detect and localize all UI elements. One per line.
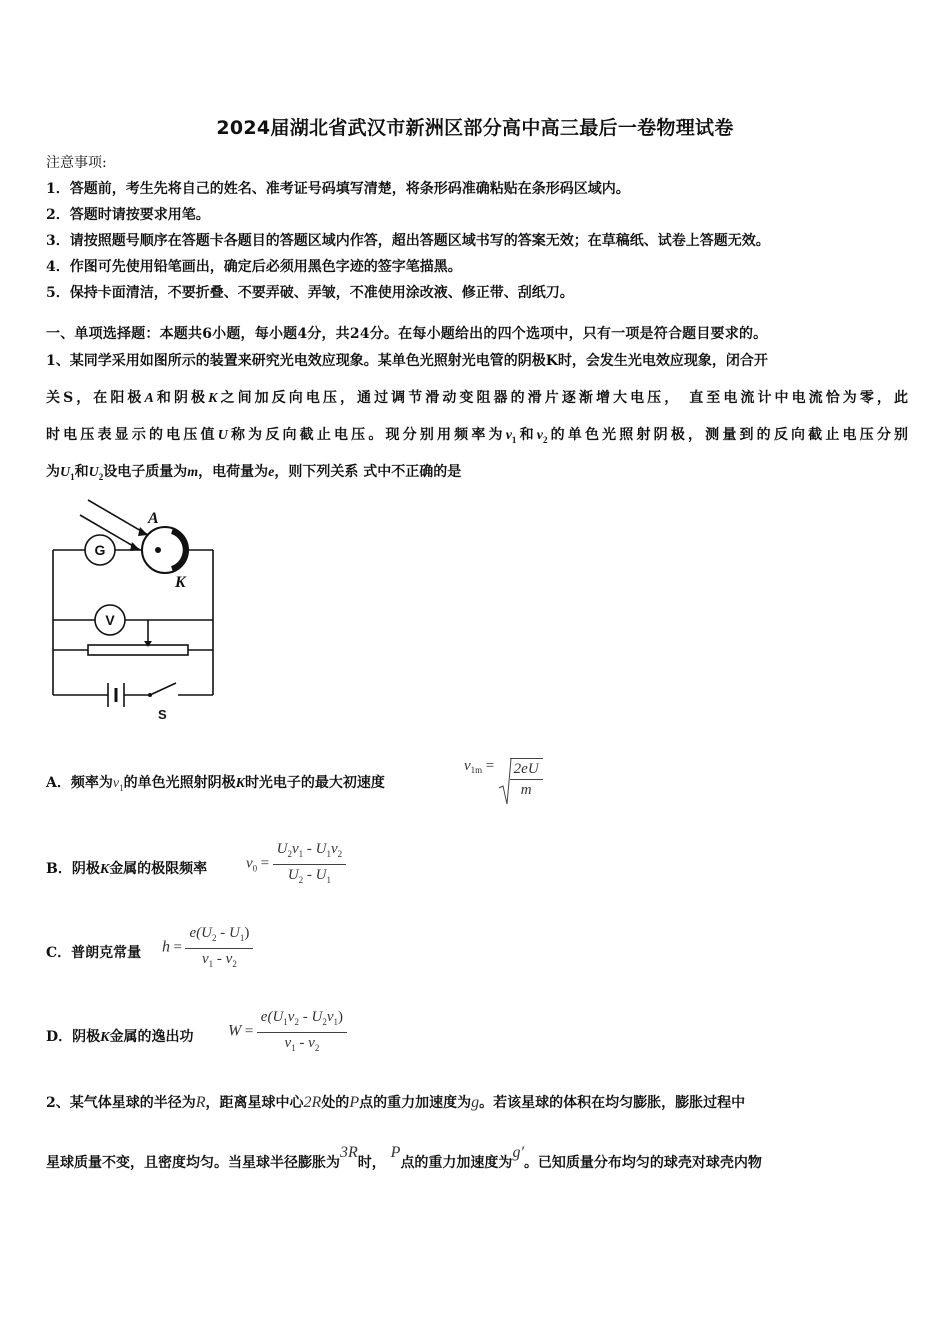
q1-line-3 [46,420,908,457]
rheostat [88,645,188,655]
notes-heading: 注意事项: [46,155,107,171]
q1-text: ，则下列关系 式中不正确的是 [274,464,462,480]
q2-text: 处的 [321,1095,350,1111]
q2-text: 点的重力加速度为 [400,1155,513,1171]
formula-equals: = [173,939,182,956]
denominator [257,1033,347,1058]
arrow-icon [138,527,148,536]
fraction [257,1007,347,1058]
option-text: D．阴极 [46,1029,101,1045]
formula-var: v [464,758,471,774]
q1-var: v [536,428,543,443]
term: e(U [189,925,212,941]
option-text: A．频率为 [46,775,113,791]
q1-text: 称为反向截止电压。现分别用频率为 [227,427,506,443]
sub: 2 [314,1043,320,1053]
option-text: 金属的逸出功 [109,1029,194,1045]
q1-sub: 1 [511,434,517,445]
numerator [257,1007,347,1033]
galvanometer-label: G [94,542,106,558]
q1-text: 时电压表显示的电压值 [46,427,218,443]
term: U [311,1009,323,1025]
q1-var: U [88,465,99,480]
q1-text: ，电荷量为 [198,464,269,480]
denominator [273,865,347,890]
q2-text: 。已知质量分布均匀的球壳对球壳内物 [523,1155,762,1171]
q2-text: 时， [357,1155,386,1171]
sub: 1 [283,1017,288,1027]
q2-var: g′ [512,1144,524,1161]
sub: 2 [287,849,292,859]
option-var: K [100,1030,110,1045]
term: U [315,841,327,857]
sub: 2 [298,875,304,885]
anode-icon [155,547,161,553]
q1-text: 关S，在阳极 [46,390,145,406]
light-ray [88,500,148,535]
term: U [276,841,288,857]
notes-item: 5．保持卡面清洁，不要折叠、不要弄破、弄皱，不准使用涂改液、修正带、刮纸刀。 [46,285,574,301]
numerator [185,923,253,949]
q2-var: g [471,1094,480,1111]
formula-sub: 0 [252,863,258,874]
option-c [46,925,250,969]
fraction [510,758,543,800]
notes-item: 1．答题前，考生先将自己的姓名、准考证号码填写清楚，将条形码准确粘贴在条形码区域内。 [46,181,630,197]
option-text: C．普朗克常量 [46,945,142,961]
formula-equals: = [260,855,270,872]
sub: 1 [298,849,304,859]
q2-var: R [195,1094,206,1111]
formula-equals: = [244,1023,254,1040]
sub: 2 [211,933,217,943]
minus: - [295,1035,309,1051]
numerator [273,839,347,865]
q1-sub: 2 [98,471,104,482]
formula-a [464,758,543,806]
sub: 2 [294,1017,299,1027]
fraction [185,923,253,974]
question-2-line-2 [46,1144,908,1172]
numerator: 2eU [510,759,543,780]
sub: 1 [208,959,214,969]
option-text: B．阴极 [46,861,100,877]
circuit-diagram [40,495,230,725]
q1-text: 的单色光照射阴极，测量到的反向截止电压分别 [547,427,909,443]
question-2-line-1 [46,1092,908,1112]
sub: 1 [326,875,331,885]
sub: 2 [232,959,237,969]
sub: 1 [239,933,245,943]
term: U [228,925,240,941]
term: U [287,867,299,883]
q1-var: m [187,465,199,480]
option-d [46,1009,343,1053]
minus: - [216,925,229,941]
section-heading: 一、单项选择题：本题共6小题，每小题4分，共24分。在每小题给出的四个选项中，只有一项是符合题目要求的。 [46,326,768,342]
q2-var: P [349,1094,360,1111]
notes-item: 3．请按照题号顺序在答题卡各题目的答题区域内作答，超出答题区域书写的答案无效；在草稿纸、试卷上答题无效。 [46,233,770,249]
notes-item: 4．作图可先使用铅笔画出，确定后必须用黑色字迹的签字笔描黑。 [46,259,462,275]
minus: - [213,951,226,967]
option-sub: 1 [119,782,124,793]
q1-text: 和 [516,427,537,443]
q1-var: v [505,428,512,443]
option-text: 金属的极限频率 [109,861,208,877]
term: v [331,841,338,857]
q1-line-2 [46,383,908,420]
sub: 2 [337,849,343,859]
q1-sub: 1 [70,471,75,482]
q1-var: e [268,465,275,480]
notes-item: 2．答题时请按要求用笔。 [46,207,210,223]
term: U [315,867,327,883]
term: v [201,951,209,967]
option-text: 时光电子的最大初速度 [244,775,385,791]
minus: - [303,867,316,883]
q1-text: 和阴极 [153,390,209,406]
q1-text: 为 [46,464,60,480]
notes-section [46,150,916,306]
term: v [308,1035,315,1051]
q1-text: 和 [74,464,89,480]
page-title: 2024届湖北省武汉市新洲区部分高中高三最后一卷物理试卷 [216,117,734,139]
q2-text: ，距离星球中心 [205,1095,304,1111]
formula-var: v [246,855,253,872]
q1-sub: 2 [542,434,548,445]
q1-text: 之间加反向电压，通过调节滑动变阻器的滑片逐渐增大电压， 直至电流计中电流恰为零，此 [217,390,908,406]
sub: 1 [291,1043,296,1053]
q1-text: 1、某同学采用如图所示的装置来研究光电效应现象。某单色光照射光电管的阴极K时，会发生光电效应现象，闭合开 [46,353,768,369]
minus: - [298,1009,312,1025]
q1-var: A [144,391,154,406]
q2-text: 星球质量不变，且密度均匀。当星球半径膨胀为 [46,1155,340,1171]
q2-text: 2、某气体星球的半径为 [46,1095,196,1111]
formula-var: W [228,1022,242,1040]
formula-c [162,923,253,974]
option-a [46,758,539,798]
term: v [291,841,299,857]
sub: 1 [326,849,331,859]
denominator [185,949,253,974]
q1-line-4 [46,457,908,494]
option-b [46,841,343,885]
sub: 1 [333,1017,338,1027]
cathode-label: K [175,574,186,591]
formula-d [228,1007,347,1058]
term: v [287,1009,295,1025]
q2-var: P [390,1144,401,1161]
sub: 2 [322,1017,327,1027]
switch [150,683,176,695]
q2-text: 。若该星球的体积在均匀膨胀，膨胀过程中 [479,1095,746,1111]
term: v [284,1035,292,1051]
q2-var: 3R [340,1144,358,1161]
slider-arrow-icon [144,641,152,647]
switch-label: S [158,707,167,722]
q2-var: 2R [303,1094,322,1111]
q1-var: U [217,428,228,443]
q1-line-1 [46,346,908,383]
formula-sub: 1m [470,764,483,775]
option-var: K [99,862,110,877]
term: v [326,1009,334,1025]
option-var: v [112,776,120,791]
q1-text: 设电子质量为 [103,464,188,480]
switch-contact [148,693,152,697]
formula-equals: = [485,758,495,774]
fraction [273,839,347,890]
formula-var: h [162,938,170,956]
q1-var: K [208,391,218,406]
denominator: m [520,782,532,798]
arrow-icon [130,542,140,551]
voltmeter-label: V [105,612,115,628]
question-1 [46,346,908,494]
minus: - [303,841,316,857]
paren: ) [244,925,250,941]
q1-var: U [60,465,71,480]
term: e(U [260,1009,284,1025]
option-var: K [235,776,245,791]
formula-b [246,839,346,890]
option-text: 的单色光照射阴极 [123,775,236,791]
anode-label: A [148,510,159,527]
q2-text: 点的重力加速度为 [359,1095,472,1111]
term: v [225,951,233,967]
paren: ) [337,1009,343,1025]
